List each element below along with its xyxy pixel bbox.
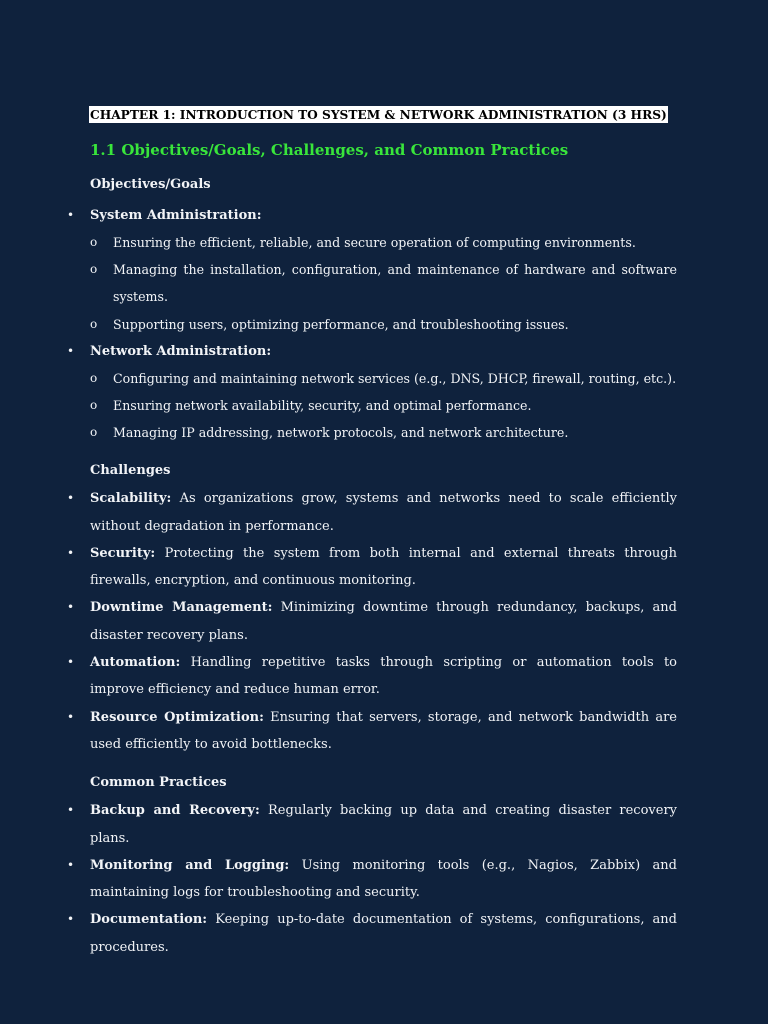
bullet-icon: • [67,208,75,222]
bullet-icon: • [67,709,75,724]
bullet-icon: • [67,912,75,927]
bullet-icon: • [67,600,75,615]
item-label: System Administration: [90,208,262,223]
bullet-icon: • [67,343,75,358]
sub-list-item [90,392,677,419]
bullet-icon: • [67,655,75,670]
item-label: Resource Optimization: [90,709,264,725]
list-item [67,797,677,852]
section-title: 1.1 Objectives/Goals, Challenges, and Common Practices [90,141,569,159]
item-label: Backup and Recovery: [90,803,260,819]
challenges-heading: Challenges [90,463,171,479]
sub-item-text: Supporting users, optimizing performance, and troubleshooting issues. [113,316,569,332]
sub-bullet-icon: o [90,425,98,440]
list-item [67,540,677,595]
sub-list-item [90,365,677,392]
sub-list-item [90,229,677,256]
list-item-network-administration [67,338,677,447]
sub-item-text: Configuring and maintaining network services (e.g., DNS, DHCP, firewall, routing, etc.). [113,370,677,386]
list-item [67,485,677,540]
list-item [67,906,677,961]
practices-list [67,797,677,961]
list-item [67,852,677,907]
chapter-title: CHAPTER 1: INTRODUCTION TO SYSTEM & NETWORK ADMINISTRATION (3 HRS) [90,108,667,122]
item-label: Documentation: [90,912,208,928]
sub-list-item [90,311,677,338]
sub-item-text: Managing the installation, configuration, and maintenance of hardware and software systems. [113,262,677,305]
sub-item-text: Managing IP addressing, network protocols, and network architecture. [113,425,569,441]
item-label: Monitoring and Logging: [90,857,290,873]
item-label: Automation: [90,655,181,671]
item-text: Minimizing downtime through redundancy, backups, and disaster recovery plans. [90,600,677,643]
list-item [67,704,677,759]
sub-list-item [90,419,677,446]
item-text: Ensuring that servers, storage, and network bandwidth are used efficiently to avoid bottlenecks. [90,709,677,752]
list-item [67,649,678,704]
bullet-icon: • [67,545,75,560]
bullet-icon: • [67,857,75,872]
sub-bullet-icon: o [90,316,98,331]
item-text: Using monitoring tools (e.g., Nagios, Zabbix) and maintaining logs for troubleshooting and security. [90,857,677,901]
sub-item-text: Ensuring the efficient, reliable, and secure operation of computing environments. [113,235,636,251]
item-label: Network Administration: [90,343,272,359]
list-item [67,594,677,649]
sub-bullet-icon: o [90,235,98,250]
system-admin-sublist [90,229,677,337]
challenges-list [67,485,678,758]
sub-bullet-icon: o [90,370,98,385]
network-admin-sublist [90,365,677,446]
bullet-icon: • [67,803,75,818]
sub-item-text: Ensuring network availability, security, and optimal performance. [113,398,532,414]
item-label: Security: [90,545,156,561]
document-content [67,104,678,961]
item-text: Regularly backing up data and creating disaster recovery plans. [90,803,677,846]
item-text: Keeping up-to-date documentation of systems, configurations, and procedures. [90,912,677,955]
item-text: Handling repetitive tasks through scripting or automation tools to improve efficiency and reduce human error. [90,655,678,698]
item-label: Downtime Management: [90,600,273,616]
item-text: Protecting the system from both internal and external threats through firewalls, encryption, and continuous monitoring. [90,545,677,589]
sub-bullet-icon: o [90,262,98,277]
objectives-list [67,202,677,446]
sub-list-item [90,256,677,310]
item-label: Scalability: [90,491,172,507]
bullet-icon: • [67,491,75,506]
list-item-system-administration [67,202,677,338]
objectives-heading: Objectives/Goals [90,177,211,192]
chapter-heading [90,104,677,123]
sub-bullet-icon: o [90,398,98,413]
practices-heading: Common Practices [90,775,227,791]
item-text: As organizations grow, systems and networks need to scale efficiently without degradation in performance. [90,491,677,534]
